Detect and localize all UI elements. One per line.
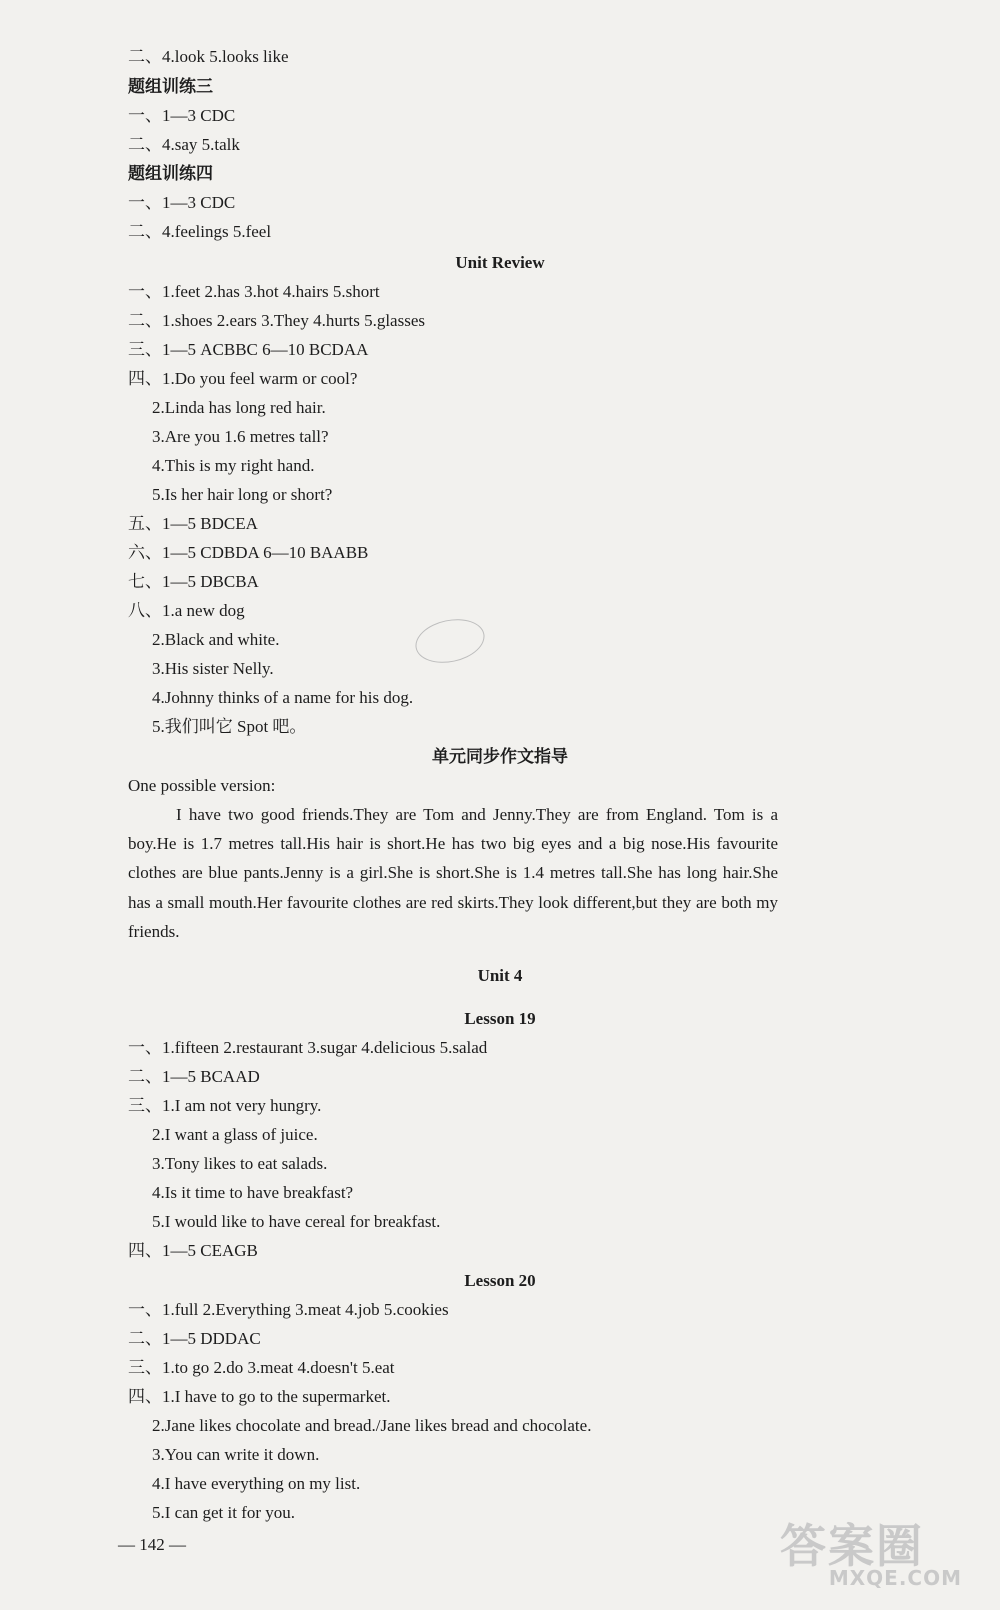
watermark-text: 答案圈 (780, 1519, 924, 1573)
answer-line: 一、1.full 2.Everything 3.meat 4.job 5.cookies (128, 1300, 449, 1319)
answer-line: 4.Is it time to have breakfast? (152, 1183, 354, 1202)
section-heading: 题组训练三 (128, 77, 213, 96)
answer-line: 5.I can get it for you. (152, 1503, 296, 1522)
page-number: — 142 — (118, 1535, 186, 1554)
answer-line: 5.我们叫它 Spot 吧。 (152, 717, 307, 736)
answer-line: 3.His sister Nelly. (152, 659, 274, 678)
watermark-url: MXQE.COM (828, 1566, 962, 1590)
answer-line: 二、1.shoes 2.ears 3.They 4.hurts 5.glasses (128, 311, 425, 330)
answer-line: 三、1—5 ACBBC 6—10 BCDAA (128, 340, 369, 359)
answer-line: 七、1—5 DBCBA (128, 572, 259, 591)
lesson-title: Lesson 20 (464, 1271, 536, 1290)
answer-line: 5.I would like to have cereal for breakfast. (152, 1212, 441, 1231)
answer-line: 2.Jane likes chocolate and bread./Jane likes bread and chocolate. (152, 1416, 592, 1435)
answer-line: 四、1.Do you feel warm or cool? (128, 369, 358, 388)
answer-line: 4.I have everything on my list. (152, 1474, 361, 1493)
answer-line: 二、1—5 BCAAD (128, 1067, 260, 1086)
answer-line: 三、1.I am not very hungry. (128, 1096, 322, 1115)
answer-line: 3.You can write it down. (152, 1445, 320, 1464)
watermark-logo (780, 1510, 970, 1590)
stamp-mark (411, 613, 488, 669)
answer-line: 四、1—5 CEAGB (128, 1241, 258, 1260)
unit-title: Unit 4 (477, 966, 523, 985)
essay-intro: One possible version: (128, 776, 276, 795)
answer-line: 二、1—5 DDDAC (128, 1329, 261, 1348)
answer-line: 四、1.I have to go to the supermarket. (128, 1387, 391, 1406)
answer-line: 2.I want a glass of juice. (152, 1125, 318, 1144)
answer-line: 二、4.look 5.looks like (128, 47, 289, 66)
answer-line: 二、4.feelings 5.feel (128, 222, 272, 241)
answer-line: 4.Johnny thinks of a name for his dog. (152, 688, 414, 707)
answer-line: 二、4.say 5.talk (128, 135, 240, 154)
section-heading: 题组训练四 (128, 164, 213, 183)
answer-line: 六、1—5 CDBDA 6—10 BAABB (128, 543, 369, 562)
answer-line: 3.Tony likes to eat salads. (152, 1154, 328, 1173)
answer-line: 3.Are you 1.6 metres tall? (152, 427, 329, 446)
answer-line: 4.This is my right hand. (152, 456, 315, 475)
answer-line: 八、1.a new dog (128, 601, 245, 620)
section-title: 单元同步作文指导 (432, 747, 568, 766)
answer-line: 2.Black and white. (152, 630, 280, 649)
answer-line: 五、1—5 BDCEA (128, 514, 258, 533)
answer-line: 一、1.fifteen 2.restaurant 3.sugar 4.delicious 5.salad (128, 1038, 488, 1057)
answer-line: 一、1.feet 2.has 3.hot 4.hairs 5.short (128, 282, 380, 301)
answer-line: 一、1—3 CDC (128, 106, 236, 125)
section-title: Unit Review (455, 253, 545, 272)
answer-line: 2.Linda has long red hair. (152, 398, 326, 417)
essay-paragraph: I have two good friends.They are Tom and Jenny.They are from England. Tom is a boy.He is 1.7 metres tall.His hair is short.He has two big eyes and a big nose.His favourite clothes are blue pants.Jenny is a girl.She is short.She is 1.4 metres tall.She has long hair.She has a small mouth.Her favourite clothes are red skirts.They look different,but they are both my friends. (128, 805, 778, 941)
answer-line: 5.Is her hair long or short? (152, 485, 333, 504)
lesson-title: Lesson 19 (464, 1009, 536, 1028)
answer-line: 一、1—3 CDC (128, 193, 236, 212)
answer-line: 三、1.to go 2.do 3.meat 4.doesn't 5.eat (128, 1358, 395, 1377)
